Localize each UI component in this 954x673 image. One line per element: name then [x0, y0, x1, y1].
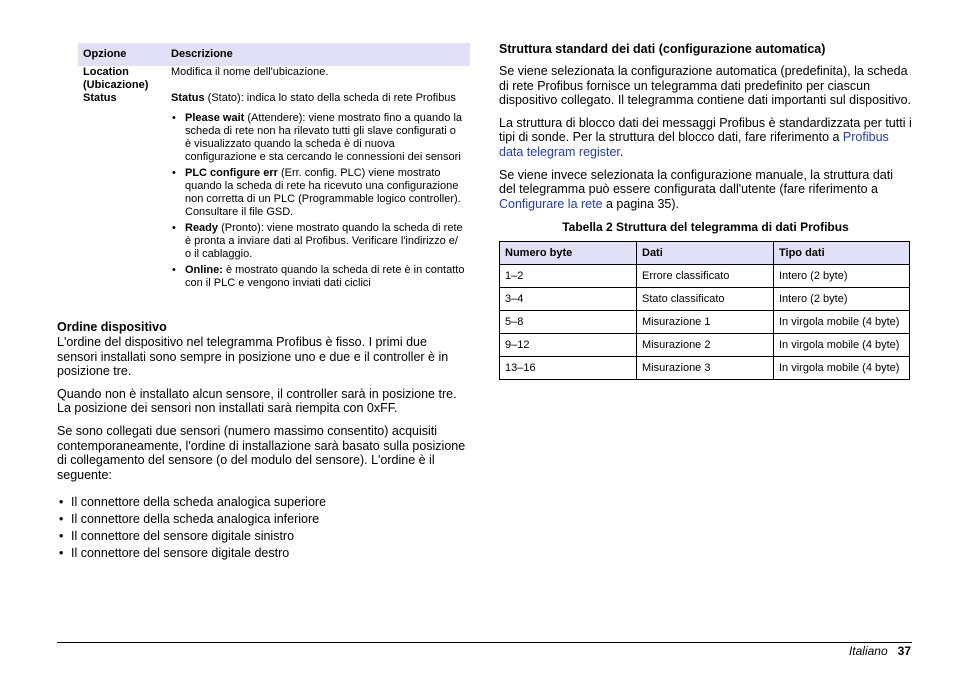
- list-item: • Il connettore del sensore digitale destro: [57, 545, 470, 562]
- header-dati: Dati: [637, 242, 774, 265]
- cell-tipo: Intero (2 byte): [774, 288, 910, 311]
- struttura-paragraph-2: [499, 116, 912, 160]
- cell-tipo: Intero (2 byte): [774, 265, 910, 288]
- paragraph-text: Se viene invece selezionata la configurazione manuale, la struttura dati del telegramma può essere configurata dall'utente (fare riferimento a: [499, 167, 893, 197]
- header-opzione: Opzione: [78, 43, 166, 66]
- table-caption: Tabella 2 Struttura del telegramma di dati Profibus: [562, 220, 849, 235]
- table-row-location: [78, 66, 470, 92]
- ordine-paragraph-2: Quando non è installato alcun sensore, il controller sarà in posizione tre. La posizione dei sensori non installati sarà riempita con 0xFF.: [57, 386, 457, 416]
- option-key-line1: Location: [83, 66, 129, 78]
- status-intro: [171, 92, 465, 105]
- option-desc-location: Modifica il nome dell'ubicazione.: [171, 66, 329, 78]
- struttura-paragraph-3: [499, 168, 912, 212]
- list-item: • Il connettore del sensore digitale sinistro: [57, 528, 470, 545]
- cell-tipo: In virgola mobile (4 byte): [774, 334, 910, 357]
- status-intro-bold: Status: [171, 92, 205, 104]
- cell-byte: 1–2: [500, 265, 637, 288]
- cell-byte: 5–8: [500, 311, 637, 334]
- table-row: [500, 357, 910, 380]
- cell-byte: 13–16: [500, 357, 637, 380]
- cell-tipo: In virgola mobile (4 byte): [774, 311, 910, 334]
- list-item: [171, 222, 465, 261]
- configurare-rete-link[interactable]: Configurare la rete: [499, 196, 603, 211]
- telegram-table: [499, 241, 910, 380]
- option-key-status: Status: [83, 92, 117, 104]
- footer-language: Italiano: [848, 644, 888, 658]
- cell-dati: Stato classificato: [637, 288, 774, 311]
- status-text: (Err. config. PLC) viene mostrato quando la scheda di rete ha ricevuto una configurazione non corretta di un PLC (Programmable logico controller). Consultare il file GSD.: [185, 167, 461, 218]
- left-column: [57, 43, 470, 562]
- header-numero-byte: Numero byte: [500, 242, 637, 265]
- option-desc-status: [166, 92, 470, 293]
- page-footer: [849, 644, 911, 658]
- cell-tipo: In virgola mobile (4 byte): [774, 357, 910, 380]
- paragraph-text: La struttura di blocco dati dei messaggi Profibus è standardizzata per tutti i tipi di sonde. Per la struttura del blocco dati, fare riferimento a: [499, 115, 912, 145]
- list-item: [171, 264, 465, 290]
- header-descrizione: Descrizione: [166, 43, 470, 66]
- options-table: [78, 43, 470, 293]
- right-column: [499, 42, 912, 380]
- list-item: • Il connettore della scheda analogica inferiore: [57, 511, 470, 528]
- status-term: Please wait: [185, 112, 245, 124]
- options-table-header: [78, 43, 470, 66]
- footer-divider: [57, 642, 912, 643]
- table-row: [500, 311, 910, 334]
- struttura-paragraph-1: Se viene selezionata la configurazione automatica (predefinita), la scheda di rete Profibus fornisce un telegramma dati predefinito per ciascun dispositivo collegato. Il telegramma contiene dati importanti sul dispositivo.: [499, 64, 912, 108]
- cell-byte: 3–4: [500, 288, 637, 311]
- table-row: [500, 334, 910, 357]
- table-row-status: [78, 92, 470, 293]
- telegram-table-header: [500, 242, 910, 265]
- cell-dati: Misurazione 2: [637, 334, 774, 357]
- status-term: PLC configure err: [185, 167, 278, 179]
- status-list: [171, 112, 465, 290]
- paragraph-text: .: [619, 144, 624, 159]
- status-term: Online:: [185, 264, 223, 276]
- cell-dati: Errore classificato: [637, 265, 774, 288]
- option-key-line2: (Ubicazione): [83, 79, 149, 91]
- struttura-heading: Struttura standard dei dati (configurazione automatica): [499, 42, 826, 56]
- option-key-location: [78, 66, 166, 92]
- status-text: (Attendere): viene mostrato fino a quando la scheda di rete non ha rilevato tutti gli slave configurati o è visualizzato quando la scheda è di nuova configurazione e sta cercando le connessioni dei sensori: [185, 112, 463, 163]
- cell-byte: 9–12: [500, 334, 637, 357]
- ordine-list: [57, 494, 470, 562]
- profibus-register-link[interactable]: Profibus data telegram register: [499, 130, 889, 159]
- header-tipo-dati: Tipo dati: [774, 242, 910, 265]
- cell-dati: Misurazione 1: [637, 311, 774, 334]
- list-item: • Il connettore della scheda analogica superiore: [57, 494, 470, 511]
- ordine-paragraph-1: L'ordine del dispositivo nel telegramma Profibus è fisso. I primi due sensori installati sono sempre in posizione uno e due e il controller è in posizione tre.: [57, 335, 449, 379]
- list-item: [171, 167, 465, 219]
- ordine-paragraph-3: Se sono collegati due sensori (numero massimo consentito) acquisiti contemporaneamente, l'ordine di installazione sarà basato sulla posizione di collegamento del sensore (o del modulo del sensore). L'ordine è il seguente:: [57, 423, 466, 482]
- ordine-section: [57, 320, 470, 562]
- paragraph-text: a pagina 35).: [602, 196, 679, 211]
- status-text: è mostrato quando la scheda di rete è in contatto con il PLC e vengono inviati dati ciclici: [185, 264, 465, 289]
- status-intro-text: (Stato): indica lo stato della scheda di rete Profibus: [204, 92, 456, 104]
- status-term: Ready: [185, 222, 219, 234]
- table-row: [500, 288, 910, 311]
- list-item: [171, 112, 465, 164]
- ordine-heading: Ordine dispositivo: [57, 320, 167, 334]
- cell-dati: Misurazione 3: [637, 357, 774, 380]
- page-number: 37: [897, 644, 911, 658]
- status-text: (Pronto): viene mostrato quando la scheda di rete è pronta a inviare dati al Profibus. Verificare l'indirizzo e/ o il cablaggio.: [185, 222, 463, 260]
- table-row: [500, 265, 910, 288]
